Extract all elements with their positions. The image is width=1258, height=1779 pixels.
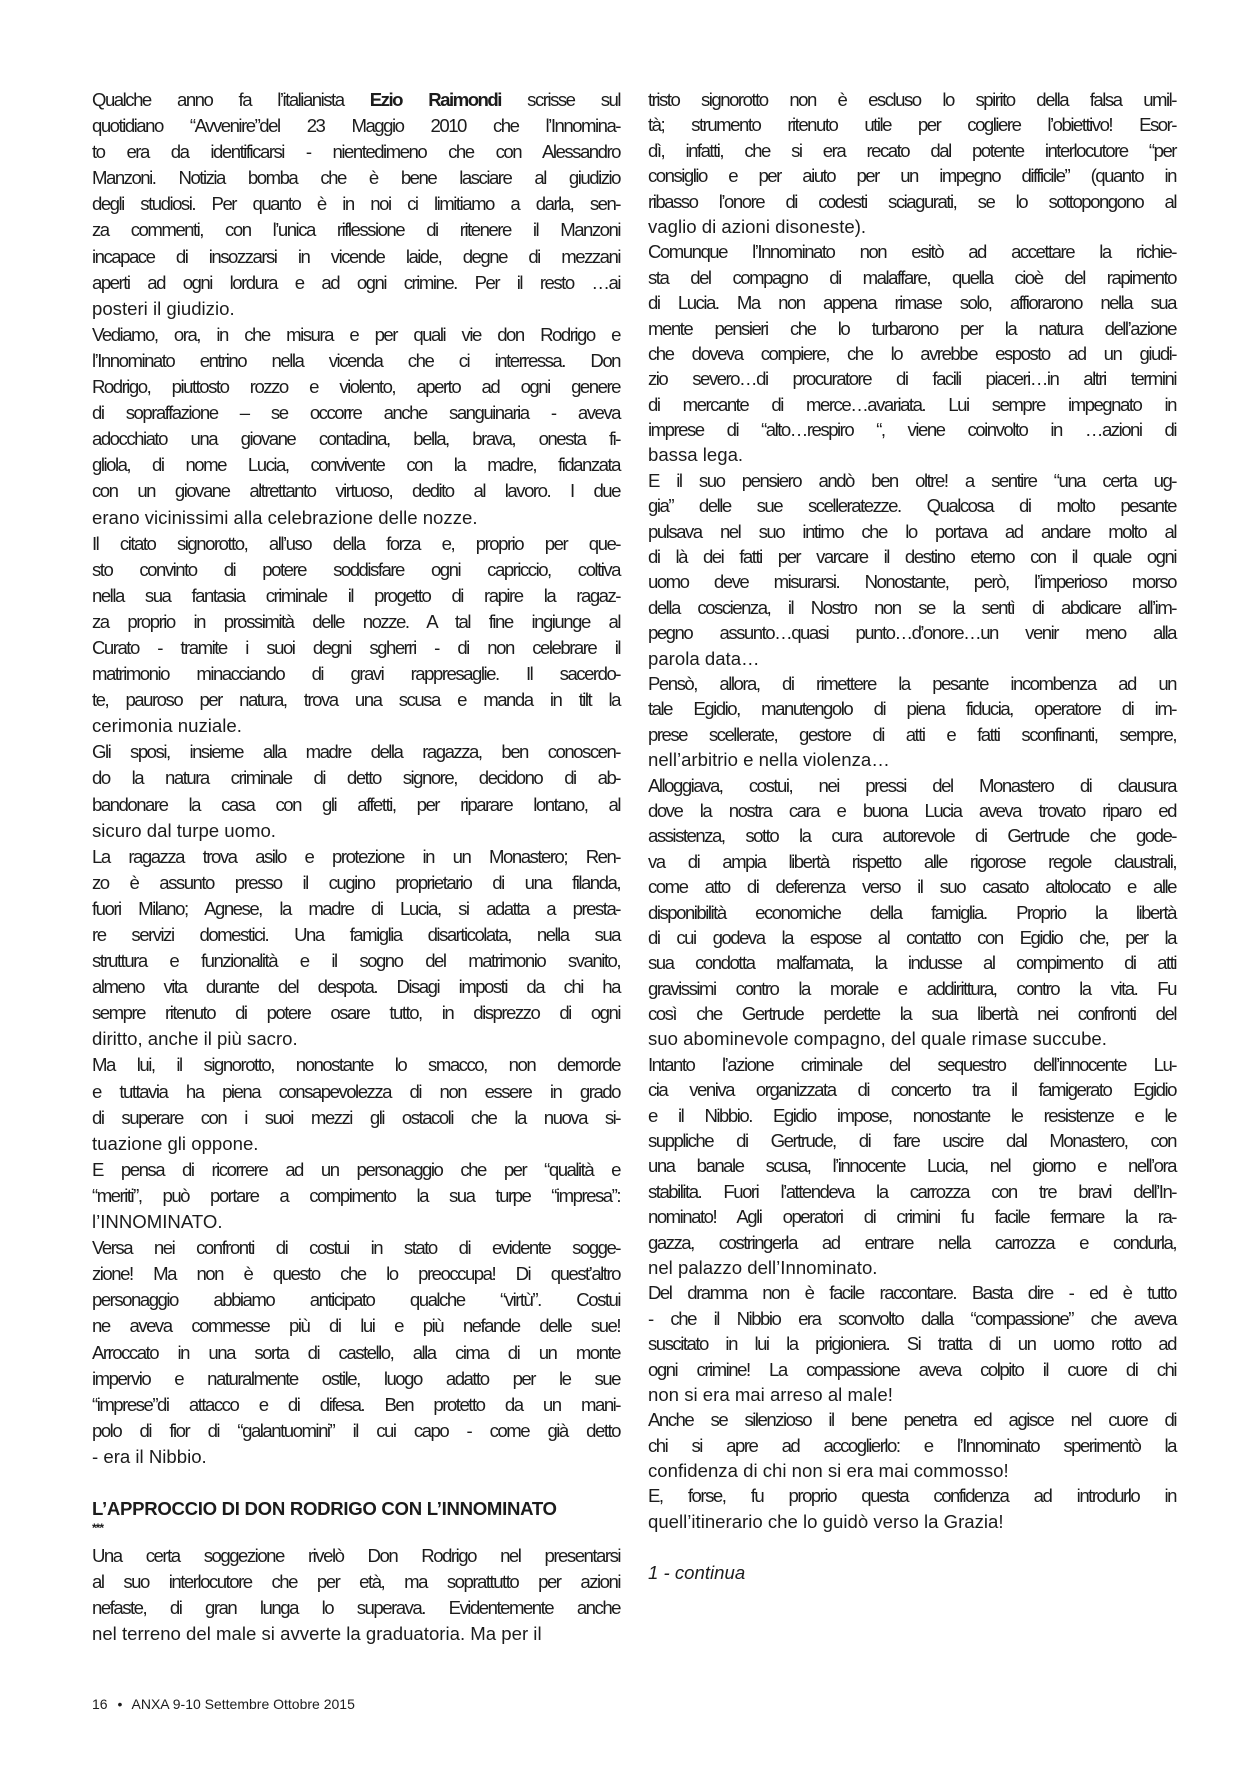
text-run: Qualche anno fa l’italianista: [92, 89, 370, 110]
text-line: “meriti”, può portare a compimento la sua turpe “impresa”:: [92, 1184, 620, 1206]
text-line: assistenza, sotto la cura autorevole di Gertrude che gode-: [648, 825, 1176, 847]
text-line: stabilita. Fuori l’attendeva la carrozza con tre bravi dell’In-: [648, 1180, 1176, 1202]
text-line: come atto di deferenza verso il suo casato altolocato e alle: [648, 876, 1176, 898]
text-line: aperti ad ogni lordura e ad ogni crimine. Per il resto …ai: [92, 271, 620, 293]
text-line: nel terreno del male si avverte la graduatoria. Ma per il: [92, 1623, 542, 1645]
text-line: va di ampia libertà rispetto alle rigorose regole claustrali,: [648, 850, 1176, 872]
text-line: Comunque l’Innominato non esitò ad accettare la richie-: [648, 241, 1176, 263]
text-line: zione! Ma non è questo che lo preoccupa! Di quest’altro: [92, 1263, 620, 1285]
text-line: tuazione gli oppone.: [92, 1132, 259, 1154]
text-line: tà; strumento ritenuto utile per cogliere l’obiettivo! Esor-: [648, 114, 1176, 136]
paragraph: [92, 87, 620, 322]
text-line: tristo signorotto non è escluso lo spirito della falsa umil-: [648, 89, 1176, 110]
text-line: Intanto l’azione criminale del sequestro dell’innocente Lu-: [648, 1053, 1176, 1075]
right-paragraphs: [648, 87, 1176, 1534]
text-line: nel palazzo dell’Innominato.: [648, 1256, 878, 1278]
text-line: cerimonia nuziale.: [92, 715, 242, 737]
text-line: bandonare la casa con gli affetti, per riparare lontano, al: [92, 793, 620, 815]
text-line: così che Gertrude perdette la sua libertà nei confronti del: [648, 1003, 1176, 1025]
text-line: diritto, anche il più sacro.: [92, 1028, 298, 1050]
author-name: Ezio Raimondi: [369, 89, 501, 110]
text-line: - che il Nibbio era sconvolto dalla “compassione” che aveva: [648, 1307, 1176, 1329]
text-line: struttura e funzionalità e il sogno del matrimonio svanito,: [92, 950, 620, 972]
text-line: Anche se silenzioso il bene penetra ed agisce nel cuore di: [648, 1409, 1176, 1431]
text-line: - era il Nibbio.: [92, 1445, 207, 1467]
text-line: posteri il giudizio.: [92, 297, 235, 319]
text-line: Il citato signorotto, all’uso della forza e, proprio per que-: [92, 532, 620, 554]
text-line: pulsava nel suo intimo che lo portava ad andare molto al: [648, 520, 1176, 542]
text-line: La ragazza trova asilo e protezione in un Monastero; Ren-: [92, 845, 620, 867]
paragraph: [92, 844, 620, 1053]
text-line: nefaste, di gran lunga lo superava. Evidentemente anche: [92, 1597, 620, 1619]
paragraph: [648, 468, 1176, 671]
text-line: vaglio di azioni disoneste).: [648, 215, 867, 237]
paragraph: [648, 1407, 1176, 1483]
text-line: mente pensieri che lo turbarono per la natura dell’azione: [648, 317, 1176, 339]
right-column: [648, 87, 1176, 1585]
text-line: “imprese”di attacco e di difesa. Ben protetto da un mani-: [92, 1393, 620, 1415]
text-run: scrisse sul: [500, 89, 620, 110]
text-line: l’INNOMINATO.: [92, 1211, 223, 1233]
text-line: Pensò, allora, di rimettere la pesante incombenza ad un: [648, 672, 1176, 694]
paragraph: [92, 322, 620, 531]
text-line: gliola, di nome Lucia, convivente con la madre, fidanzata: [92, 454, 620, 476]
paragraph: [648, 1052, 1176, 1281]
text-line: sto convinto di potere soddisfare ogni capriccio, coltiva: [92, 558, 620, 580]
text-line: almeno vita durante del despota. Disagi imposti da chi ha: [92, 976, 620, 998]
text-line: l’Innominato entrino nella vicenda che ci interressa. Don: [92, 349, 620, 371]
text-line: adocchiato una giovane contadina, bella, brava, onesta fi-: [92, 428, 620, 450]
text-line: E il suo pensiero andò ben oltre! a sentire “una certa ug-: [648, 469, 1176, 491]
left-paragraphs: [92, 87, 620, 1470]
text-line: quotidiano “Avvenire”del 23 Maggio 2010 che l’Innomina-: [92, 115, 620, 137]
text-line: Rodrigo, piuttosto rozzo e violento, aperto ad ogni genere: [92, 376, 620, 398]
text-line: degli studiosi. Per quanto è in noi ci limitiamo a darla, sen-: [92, 193, 620, 215]
text-line: della coscienza, il Nostro non se la sentì di abdicare all’im-: [648, 596, 1176, 618]
text-line: dì, infatti, che si era recato dal potente interlocutore “per: [648, 139, 1176, 161]
text-line: tale Egidio, manutengolo di piena fiducia, operatore di im-: [648, 698, 1176, 720]
text-line: gravissimi contro la morale e addirittura, contro la vita. Fu: [648, 977, 1176, 999]
text-line: bassa lega.: [648, 444, 744, 466]
paragraph: [648, 239, 1176, 468]
text-line: pegno assunto…quasi punto…d’onore…un venir meno alla: [648, 622, 1176, 644]
text-line: quell’itinerario che lo guidò verso la Grazia!: [648, 1510, 1004, 1532]
text-line: uomo deve misurarsi. Nonostante, però, l’imperioso morso: [648, 571, 1176, 593]
text-line: al suo interlocutore che per età, ma soprattutto per azioni: [92, 1571, 620, 1593]
text-line: za proprio in prossimità delle nozze. A tal fine ingiunge al: [92, 610, 620, 632]
text-line: confidenza di chi non si era mai commosso!: [648, 1460, 1009, 1482]
text-line: nominato! Agli operatori di crimini fu facile fermare la ra-: [648, 1206, 1176, 1228]
text-line: polo di fior di “galantuomini” il cui capo - come già detto: [92, 1419, 620, 1441]
paragraph: [92, 531, 620, 740]
text-line: suscitato in lui la prigioniera. Si tratta di un uomo rotto ad: [648, 1333, 1176, 1355]
bullet-separator: •: [117, 1696, 123, 1712]
paragraph: [92, 1157, 620, 1235]
publication-info: ANXA 9-10 Settembre Ottobre 2015: [131, 1696, 355, 1712]
text-line: imprese di “alto…respiro “, viene coinvolto in …azioni di: [648, 419, 1176, 441]
text-line: Una certa soggezione rivelò Don Rodrigo nel presentarsi: [92, 1544, 620, 1566]
text-line: za commenti, con l’unica riflessione di ritenere il Manzoni: [92, 219, 620, 241]
text-line: Ma lui, il signorotto, nonostante lo smacco, non demorde: [92, 1054, 620, 1076]
text-line: che doveva compiere, che lo avrebbe esposto ad un giudi-: [648, 342, 1176, 364]
page-footer: [92, 1694, 355, 1714]
text-line: impervio e naturalmente ostile, luogo adatto per le sue: [92, 1367, 620, 1389]
paragraph: [92, 1543, 620, 1647]
text-line: parola data…: [648, 647, 760, 669]
text-line: Alloggiava, costui, nei pressi del Monastero di clausura: [648, 774, 1176, 796]
text-line: di superare con i suoi mezzi gli ostacoli che la nuova si-: [92, 1106, 620, 1128]
text-line: gazza, costringerla ad entrare nella carrozza e condurla,: [648, 1231, 1176, 1253]
section-paragraph: [92, 1543, 620, 1647]
text-line: di sopraffazione – se occorre anche sanguinaria - aveva: [92, 402, 620, 424]
text-line: sicuro dal turpe uomo.: [92, 819, 276, 841]
text-line: erano vicinissimi alla celebrazione delle nozze.: [92, 506, 478, 528]
text-line: prese scellerate, gestore di atti e fatti sconfinanti, sempre,: [648, 723, 1176, 745]
text-line: nella sua fantasia criminale il progetto di rapire la ragaz-: [92, 584, 620, 606]
text-line: di Lucia. Ma non appena rimase solo, affiorarono nella sua: [648, 292, 1176, 314]
text-line: do la natura criminale di detto signore, decidono di ab-: [92, 767, 620, 789]
paragraph: [648, 1280, 1176, 1407]
text-line: consiglio e per aiuto per un impegno difficile” (quanto in: [648, 165, 1176, 187]
text-line: e il Nibbio. Egidio impose, nonostante le resistenze e le: [648, 1104, 1176, 1126]
text-line: Arroccato in una sorta di castello, alla cima di un monte: [92, 1341, 620, 1363]
paragraph: [92, 1052, 620, 1156]
continuation-note: 1 - continua: [648, 1561, 746, 1583]
text-line: zio severo…di procuratore di facili piaceri…in altri termini: [648, 368, 1176, 390]
text-line: incapace di insozzarsi in vicende laide, degne di mezzani: [92, 245, 620, 267]
paragraph: [648, 1483, 1176, 1534]
text-line: Versa nei confronti di costui in stato di evidente sogge-: [92, 1237, 620, 1259]
text-line: personaggio abbiamo anticipato qualche “virtù”. Costui: [92, 1289, 620, 1311]
text-line: con un giovane altrettanto virtuoso, dedito al lavoro. I due: [92, 480, 620, 502]
text-line: non si era mai arreso al male!: [648, 1383, 893, 1405]
text-line: e tuttavia ha piena consapevolezza di non essere in grado: [92, 1080, 620, 1102]
page-number: 16: [92, 1696, 108, 1712]
text-line: matrimonio minacciando di gravi rappresaglie. Il sacerdo-: [92, 663, 620, 685]
text-line: chi si apre ad accoglierlo: e l’Innominato sperimentò la: [648, 1434, 1176, 1456]
section-heading: L’APPROCCIO DI DON RODRIGO CON L’INNOMINATO: [92, 1497, 557, 1519]
text-line: di mercante di merce…avariata. Lui sempre impegnato in: [648, 393, 1176, 415]
section-separator: ***: [92, 1520, 104, 1535]
text-line: E pensa di ricorrere ad un personaggio che per “qualità e: [92, 1158, 620, 1180]
text-line: gia” delle sue scelleratezze. Qualcosa di molto pesante: [648, 495, 1176, 517]
text-line: di là dei fatti per varcare il destino eterno con il quale ogni: [648, 546, 1176, 568]
text-line: sempre ritenuto di potere osare tutto, in disprezzo di ogni: [92, 1002, 620, 1024]
text-line: ribasso l’onore di codesti sciagurati, se lo sottopongono al: [648, 190, 1176, 212]
paragraph: [648, 773, 1176, 1052]
text-line: Gli sposi, insieme alla madre della ragazza, ben conoscen-: [92, 741, 620, 763]
text-line: cia veniva organizzata di concerto tra il famigerato Egidio: [648, 1079, 1176, 1101]
text-line: disponibilità economiche della famiglia. Proprio la libertà: [648, 901, 1176, 923]
text-line: zo è assunto presso il cugino proprietario di una filanda,: [92, 871, 620, 893]
paragraph: [648, 671, 1176, 773]
text-line: di cui godeva la espose al contatto con Egidio che, per la: [648, 926, 1176, 948]
text-line: Manzoni. Notizia bomba che è bene lasciare al giudizio: [92, 167, 620, 189]
left-column: [92, 87, 620, 1647]
text-line: sua condotta malfamata, la indusse al compimento di atti: [648, 952, 1176, 974]
text-line: re servizi domestici. Una famiglia disarticolata, nella sua: [92, 924, 620, 945]
text-line: to era da identificarsi - nientedimeno che con Alessandro: [92, 141, 620, 163]
text-line: ne aveva commesse più di lui e più nefande delle sue!: [92, 1315, 620, 1337]
text-line: fuori Milano; Agnese, la madre di Lucia, si adatta a presta-: [92, 897, 620, 919]
text-line: te, pauroso per natura, trova una scusa e manda in tilt la: [92, 689, 620, 711]
text-line: Curato - tramite i suoi degni sgherri - di non celebrare il: [92, 636, 620, 658]
text-line: suppliche di Gertrude, di fare uscire dal Monastero, con: [648, 1130, 1176, 1152]
text-line: Del dramma non è facile raccontare. Basta dire - ed è tutto: [648, 1282, 1176, 1304]
text-line: una banale scusa, l’innocente Lucia, nel giorno e nell’ora: [648, 1155, 1176, 1177]
text-line: E, forse, fu proprio questa confidenza ad introdurlo in: [648, 1485, 1176, 1507]
text-line: nell’arbitrio e nella violenza…: [648, 749, 890, 771]
text-line: ogni crimine! La compassione aveva colpito il cuore di chi: [648, 1358, 1176, 1380]
paragraph: [648, 87, 1176, 239]
text-line: suo abominevole compagno, del quale rimase succube.: [648, 1028, 1107, 1050]
text-line: dove la nostra cara e buona Lucia aveva trovato riparo ed: [648, 799, 1176, 821]
paragraph: [92, 1235, 620, 1470]
text-line: Vediamo, ora, in che misura e per quali vie don Rodrigo e: [92, 323, 620, 345]
paragraph: [92, 739, 620, 843]
text-line: sta del compagno di malaffare, quella cioè del rapimento: [648, 266, 1176, 288]
text-line: [92, 87, 620, 113]
